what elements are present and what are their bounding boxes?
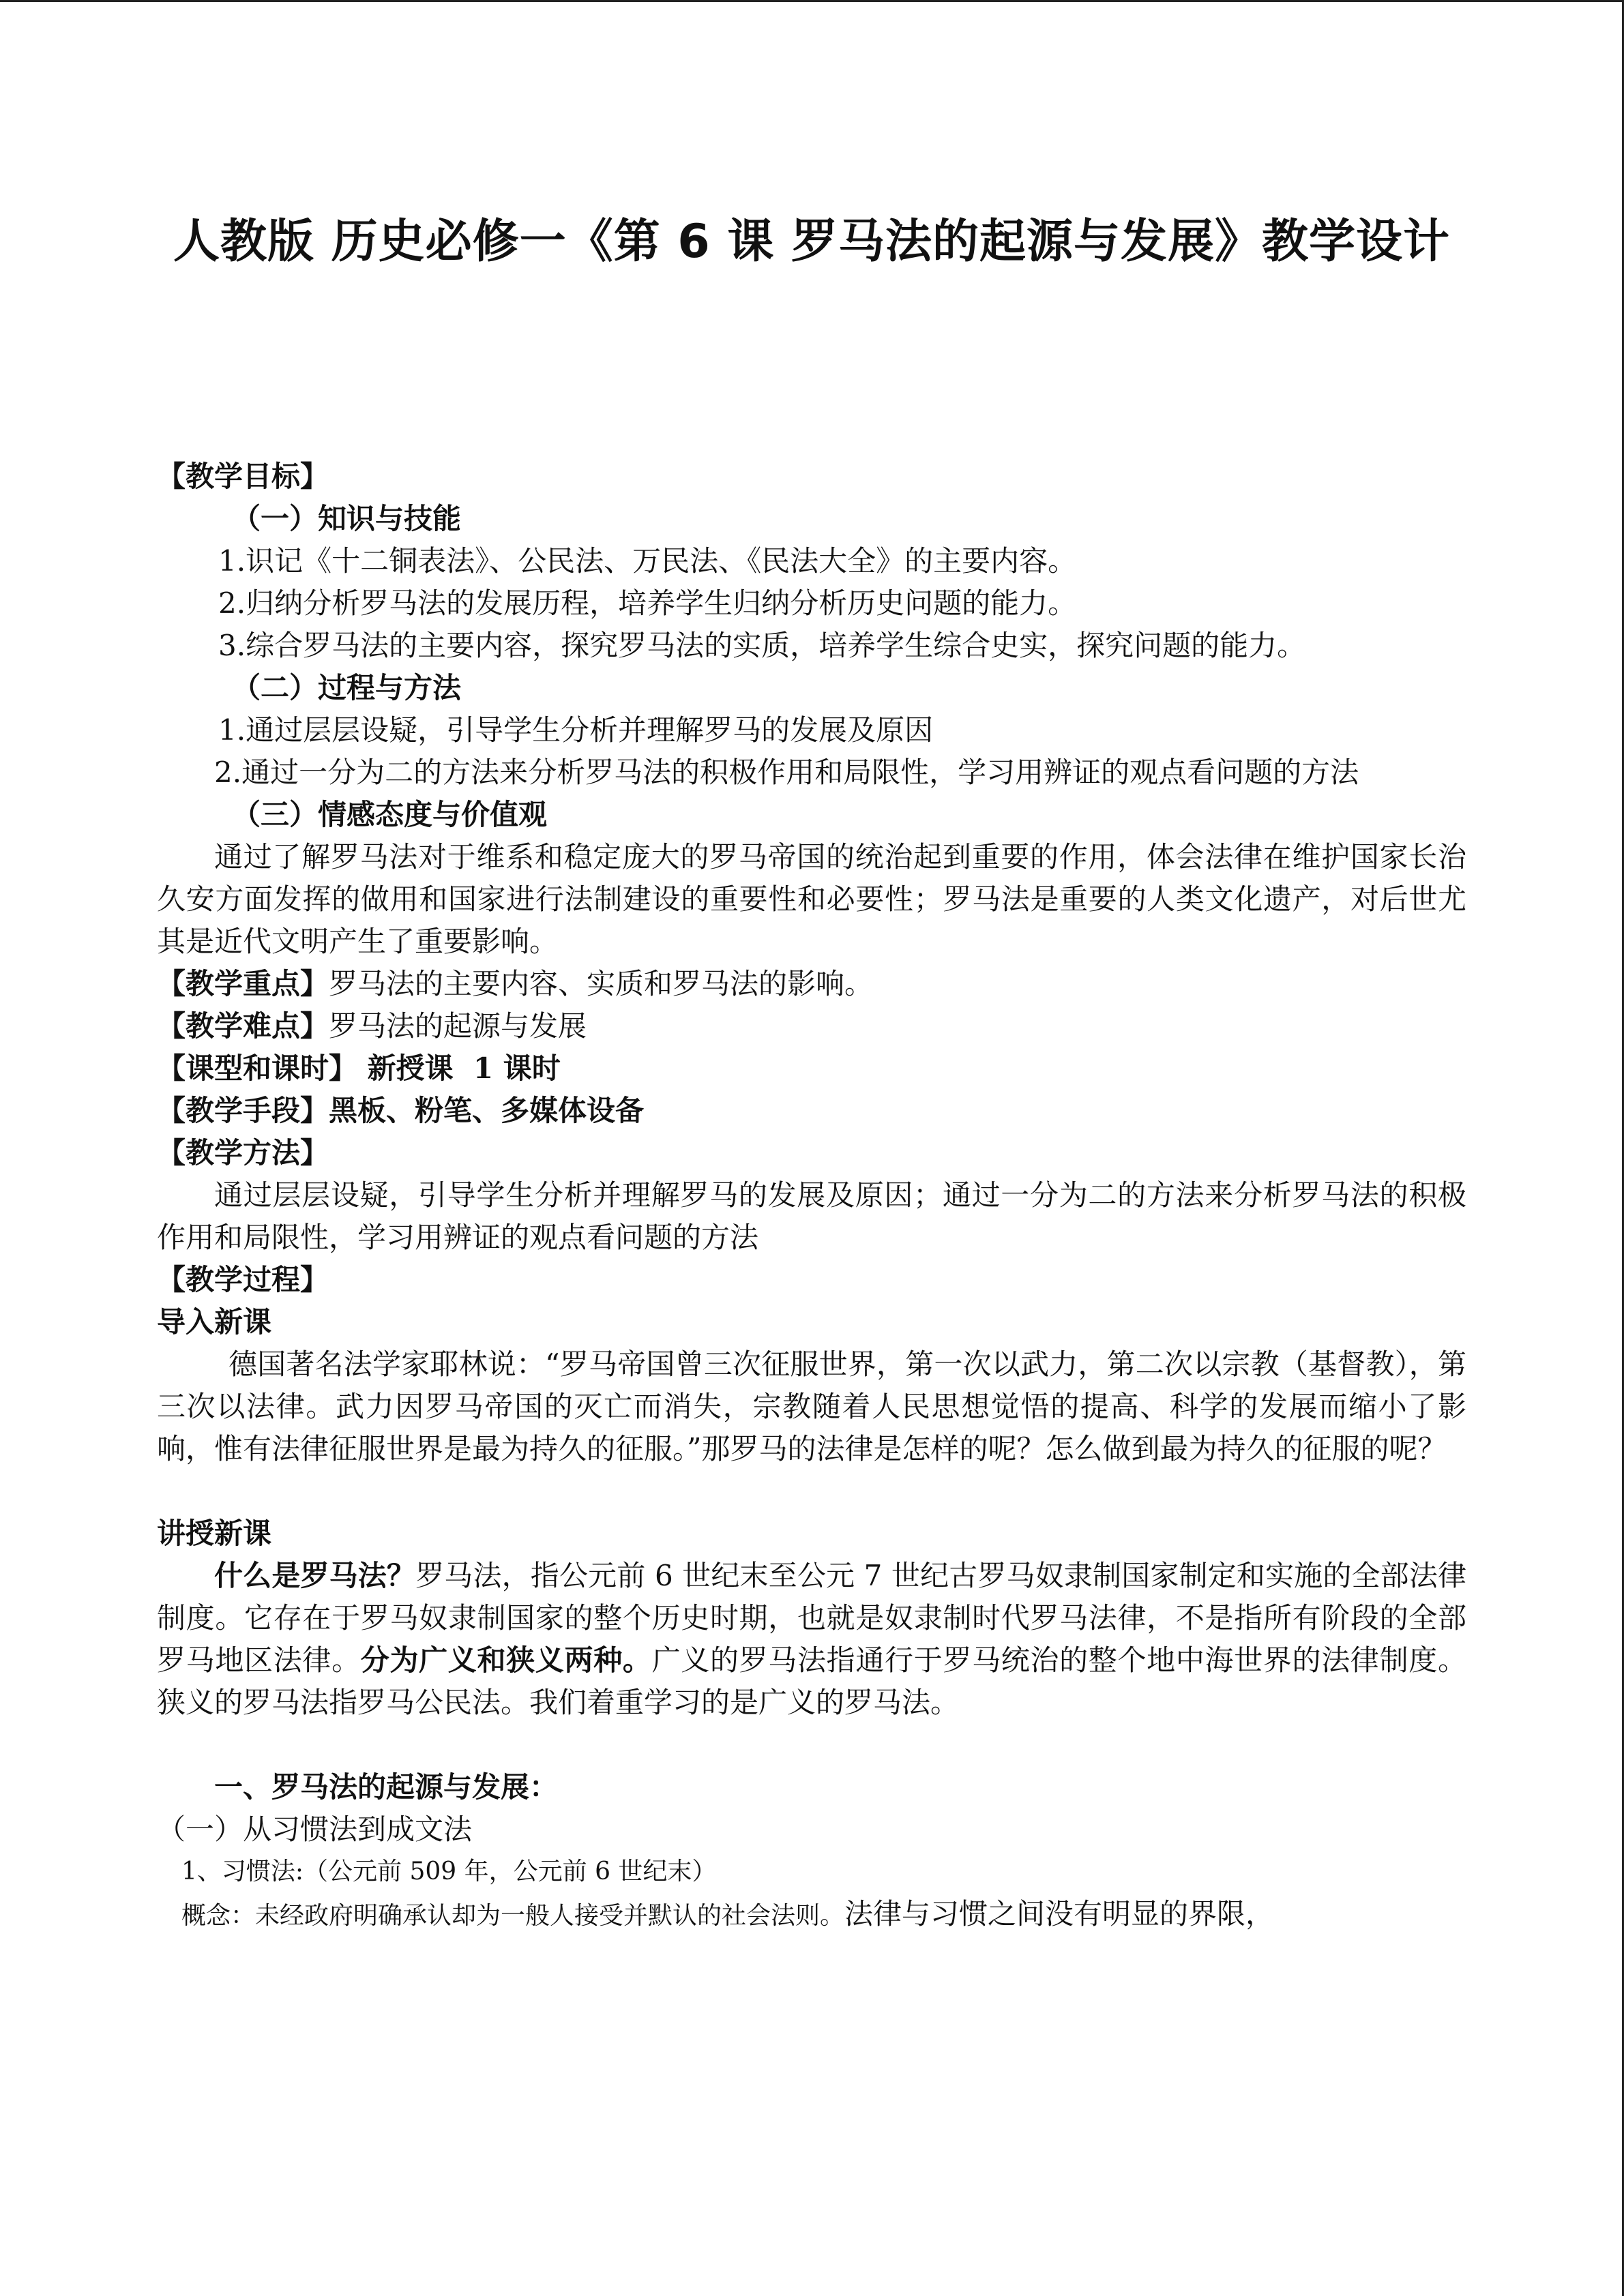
process-item-1: 1.通过层层设疑，引导学生分析并理解罗马的发展及原因 (218, 713, 934, 747)
key-points-text: 罗马法的主要内容、实质和罗马法的影响。 (329, 967, 874, 1000)
values-text: 通过了解罗马法对于维系和稳定庞大的罗马帝国的统治起到重要的作用，体会法律在维护国家长治久安方面发挥的做用和国家进行法制建设的重要性和必要性；罗马法是重要的人类文化遗产，对后世尤其是近代文明产生了重要影响。 (157, 840, 1466, 958)
spacer (157, 1470, 1466, 1512)
new-lesson-question: 什么是罗马法？ (214, 1559, 416, 1592)
key-points (157, 963, 1466, 1005)
difficulties-text: 罗马法的起源与发展 (329, 1009, 587, 1043)
lesson-type-text: 新授课 1 课时 (357, 1052, 561, 1085)
teaching-means-label: 【教学手段】 (157, 1094, 329, 1127)
goals-heading: 【教学目标】 (157, 460, 329, 493)
section1-item1: 1、习惯法:（公元前 509 年，公元前 6 世纪末） (181, 1858, 717, 1885)
difficulties (157, 1005, 1466, 1047)
lesson-type-label: 【课型和课时】 (157, 1052, 358, 1085)
difficulties-label: 【教学难点】 (157, 1009, 329, 1043)
process-section-heading: 【教学过程】 (157, 1263, 329, 1296)
teaching-means-text: 黑板、粉笔、多媒体设备 (329, 1094, 645, 1127)
key-points-label: 【教学重点】 (157, 967, 329, 1000)
values-heading: （三）情感态度与价值观 (232, 798, 548, 831)
intro-heading: 导入新课 (157, 1305, 272, 1339)
knowledge-heading: （一）知识与技能 (232, 502, 462, 535)
knowledge-item-2: 2.归纳分析罗马法的发展历程，培养学生归纳分析历史问题的能力。 (218, 586, 1077, 620)
concept-large: 法律与习惯之间没有明显的界限， (844, 1897, 1275, 1930)
knowledge-item-1: 1.识记《十二铜表法》、公民法、万民法、《民法大全》的主要内容。 (218, 544, 1077, 578)
intro-text: 德国著名法学家耶林说：“罗马帝国曾三次征服世界，第一次以武力，第二次以宗教（基督教），第三次以法律。武力因罗马帝国的灭亡而消失，宗教随着人民思想觉悟的提高、科学的发展而缩小了影响，惟有法律征服世界是最为持久的征服。”那罗马的法律是怎样的呢？怎么做到最为持久的征服的呢？ (157, 1347, 1466, 1465)
lesson-type (157, 1047, 1466, 1090)
process-item-2: 2.通过一分为二的方法来分析罗马法的积极作用和局限性，学习用辨证的观点看问题的方法 (214, 756, 1359, 789)
concept-small: 概念：未经政府明确承认却为一般人接受并默认的社会法则。 (181, 1902, 845, 1930)
knowledge-item-3: 3.综合罗马法的主要内容，探究罗马法的实质，培养学生综合史实，探究问题的能力。 (218, 629, 1306, 662)
methods-text: 通过层层设疑，引导学生分析并理解罗马的发展及原因；通过一分为二的方法来分析罗马法的积极作用和局限性，学习用辨证的观点看问题的方法 (157, 1178, 1466, 1254)
section1-concept (157, 1893, 1466, 1935)
new-lesson-bold-2: 分为广义和狭义两种。 (360, 1643, 652, 1677)
document-title: 人教版 历史必修一《第 6 课 罗马法的起源与发展》教学设计 (173, 215, 1450, 269)
document-body (157, 456, 1466, 1935)
process-heading: （二）过程与方法 (232, 671, 462, 704)
new-lesson-text-1: 罗马法，指公元前 6 世纪末至公元 7 世纪古罗马奴隶制国家制定和实施的全部法律制度。它存在于罗马奴隶制国家的整个历史时期，也就是奴隶制时代罗马法律，不是指所有阶段的全部罗马地区法律。 (157, 1559, 1466, 1677)
spacer (157, 1724, 1466, 1766)
new-lesson-text (157, 1555, 1466, 1724)
new-lesson-text-2: 广义的罗马法指通行于罗马统治的整个地中海世界的法律制度。狭义的罗马法指罗马公民法。我们着重学习的是广义的罗马法。 (157, 1643, 1466, 1719)
methods-heading: 【教学方法】 (157, 1136, 329, 1169)
new-lesson-heading: 讲授新课 (157, 1517, 272, 1550)
section1-sub1: （一）从习惯法到成文法 (157, 1813, 473, 1846)
section1-heading: 一、罗马法的起源与发展： (214, 1770, 559, 1804)
teaching-means (157, 1090, 1466, 1132)
